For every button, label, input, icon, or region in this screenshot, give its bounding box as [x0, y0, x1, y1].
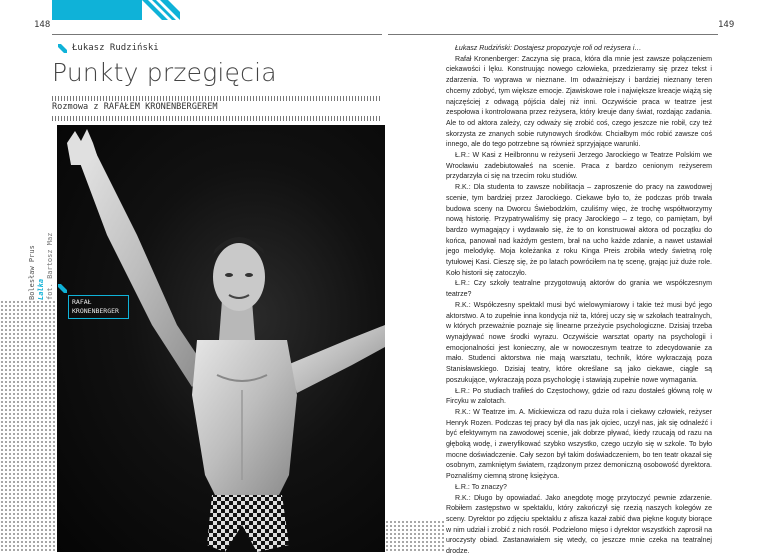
photo-credits: [28, 233, 55, 300]
caption-last-name: KRONENBERGER: [72, 307, 119, 315]
page-number-left: 148: [34, 20, 51, 30]
article-paragraph: Ł.R.: Po studiach trafiłeś do Częstochowy, gdzie od razu dostałeś główną rolę w Fircyku w zalotach.: [446, 387, 712, 406]
header-banner: [52, 0, 180, 20]
photo-caption: [68, 295, 129, 319]
actor-photo: [57, 125, 385, 552]
caption-arrow-icon: [58, 284, 67, 293]
article-paragraph: R.K.: W Teatrze im. A. Mickiewicza od razu duża rola i ciekawy człowiek, reżyser Henryk Rozen. Podczas tej pracy był dla nas jak ojciec, uczył nas, jak się odnaleźć i być efektywnym na zawodowej scenie, jak dobrze pływać, kiedy rzucają od razu na głęboką wodę, i zweryfikować szybko wszystko, czego uczyło się w szkole. To było mocne doświadczenie. Cały sezon był takim doświadczeniem, bo ten teatr okazał się osobnym, zamkniętym światem, rządzonym przez demoniczną osobowość dyrektora. Poznaliśmy ciemną stronę księżyca.: [446, 408, 712, 481]
dot-texture-left: [0, 300, 57, 552]
top-rule-right: [388, 34, 718, 35]
article-paragraph: Ł.R.: W Kasi z Heilbronnu w reżyserii Jerzego Jarockiego w Teatrze Polskim we Wrocławiu zadebiutowałeś na scenie. Praca z bardzo cenionym reżyserem przydarzyła ci się na trzecim roku studiów.: [446, 152, 712, 181]
title-hatch-divider: [52, 96, 382, 101]
author-name: Łukasz Rudziński: [72, 43, 159, 53]
subtitle-hatch-divider: [52, 116, 382, 121]
article-paragraph: R.K.: Długo by opowiadać. Jako anegdotę mogę przytoczyć pewnie zdarzenie. Robiłem zastępstwo w spektaklu, który zakończył się rzezią naszych kolegów ze sceny. Dyrektor po zdjęciu spektaklu z afisza kazał zabić dwa piękne koguty biorące w nim udział i zrobić z nich rosół. Podzielono mięso i dyrektor wszystkich zaprosił na uroczysty obiad. Zastanawiałem się wtedy, co jeszcze mnie czeka na teatralnej drodze.: [446, 494, 712, 556]
banner-graphic: [52, 0, 180, 20]
article-paragraph: Ł.R.: To znaczy?: [455, 483, 507, 491]
credit-author: Bolesław Prus: [28, 245, 36, 300]
article-paragraph: R.K.: Współczesny spektakl musi być wielowymiarowy i takie też musi być jego aktorstwo. A to zupełnie inna kondycja niż ta, której uczy się w szkołach teatralnych, w których przeważnie poznaje się linearne przeżycie psychologiczne. Dzisiaj trzeba wynajdywać nowe środki wyrazu. Oczywiście warsztat oparty na psychologii i emocjonalności jest konieczny, ale w nowoczesnym teatrze to zdecydowanie za mało. Studenci aktorstwa nie mają warsztatu, technik, które wykraczają poza Stanisławskiego. Dzisiaj teatry, które określane są jako ciekawe, ciągle są poszukujące, wykraczają poza psychologię i stawiają zupełnie nowe wymagania.: [446, 301, 712, 384]
article-paragraph: R.K.: Dla studenta to zawsze nobilitacja – zaproszenie do pracy na zawodowej scenie, tym bardziej przez Jarockiego. Ciekawe było to, że podczas prób trwała budowa sceny na Dworcu Świebodzkim, czuliśmy więc, że trochę współtworzymy nową historię. Przypatrywaliśmy się pracy Jarockiego – z tego, co pamiętam, był bardzo wymagający i wydawało się, że to on konstruował aktora od początku do końca, panował nad każdym gestem, brał na ucho każde zdanie, a nawet ustawiał jego melodykę. Moja koleżanka z roku Kinga Preis zrobiła wtedy świetną rolę tytułowej Kasi. Cieszę się, że po latach powróciłem na tę scenę, grając już duże role. Koło historii się zatoczyło.: [446, 184, 712, 277]
caption-first-name: RAFAŁ: [72, 298, 92, 306]
article-title: Punkty przegięcia: [52, 58, 277, 87]
article-paragraph: Łukasz Rudziński: Dostajesz propozycje roli od reżysera i…: [455, 45, 642, 52]
article-body: [446, 44, 712, 558]
dot-texture-gutter: [385, 520, 445, 552]
credit-title: Lalka: [37, 278, 45, 300]
actor-figure: [57, 125, 385, 552]
article-paragraph: Ł.R.: Czy szkoły teatralne przygotowują aktorów do grania we współczesnym teatrze?: [446, 280, 712, 299]
top-rule-left: [52, 34, 382, 35]
article-paragraph: Rafał Kronenberger: Zaczyna się praca, która dla mnie jest zawsze połączeniem ciekawości i lęku. Konstruując nowego człowieka, przedzieramy się przez tekst i zdarzenia. To wyprawa w nieznane. Im odważniejszy i bardziej nieznany teren chcemy zdobyć, tym większe emocje. Zjawiskowe role i największe kreacje wiążą się najczęściej z odwagą pójścia dalej niż inni. Oczywiście praca w teatrze jest zespołowa i kontrolowana przez reżysera, który kreuje dany świat, rozdając zadania. Ale to od aktora zależy, czy odważy się zrobić coś, czego jeszcze nie robił, czy też skorzysta ze znanych sobie rutynowych środków. Chciałbym móc robić zawsze coś innego, ale do tego potrzebne są również sprzyjające warunki.: [446, 55, 712, 149]
author-arrow-icon: [58, 44, 67, 53]
credit-photographer: fot. Bartosz Maz: [46, 232, 54, 300]
article-subtitle: Rozmowa z RAFAŁEM KRONENBERGEREM: [52, 102, 218, 112]
page-number-right: 149: [718, 20, 735, 30]
